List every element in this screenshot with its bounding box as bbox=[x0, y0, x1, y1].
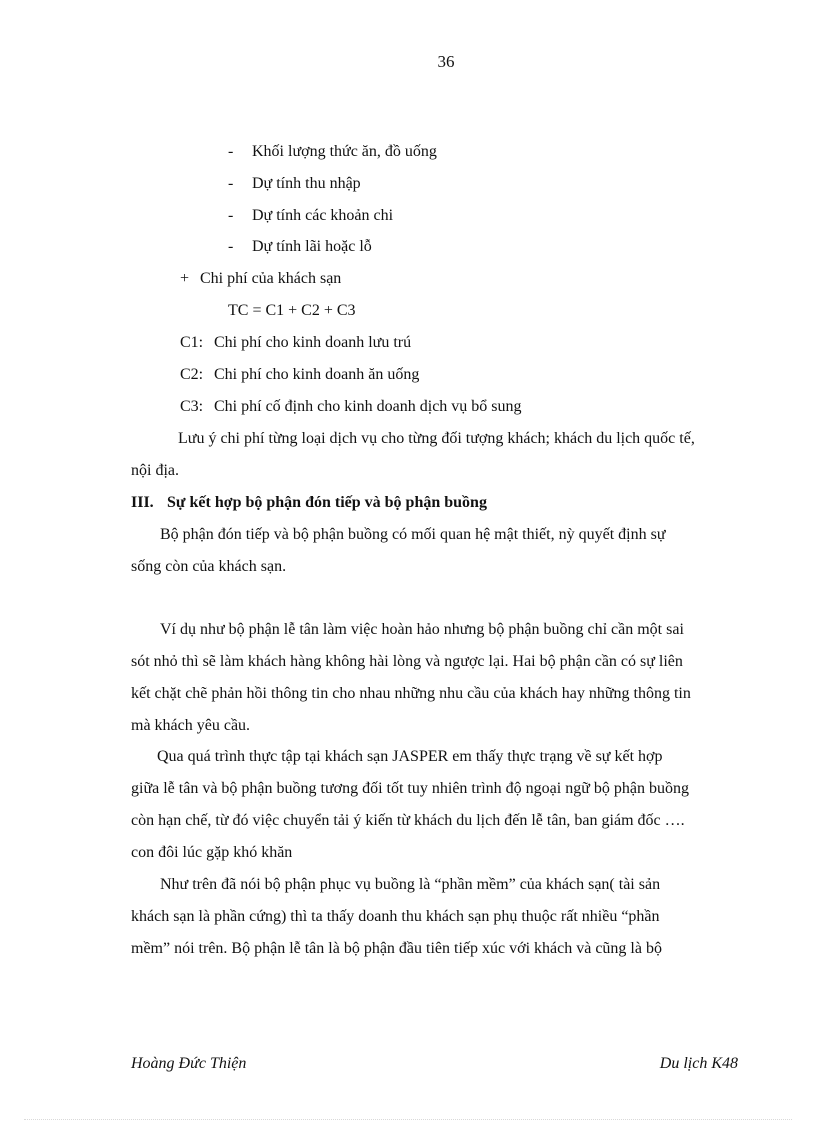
page-number: 36 bbox=[437, 52, 455, 71]
list-item-text: Khối lượng thức ăn, đồ uống bbox=[252, 143, 437, 160]
footer-class: Du lịch K48 bbox=[659, 1055, 738, 1072]
cost-code: C1: bbox=[180, 334, 204, 351]
cost-note: Lưu ý chi phí từng loại dịch vụ cho từng đối tượng khách; khách du lịch quốc tế, bbox=[178, 430, 695, 447]
list-item bbox=[228, 142, 437, 162]
paragraph-line: kết chặt chẽ phản hồi thông tin cho nhau những nhu cầu của khách hay những thông tin bbox=[131, 685, 691, 702]
cost-text: Chi phí cho kinh doanh lưu trú bbox=[214, 334, 412, 351]
paragraph-line: Như trên đã nói bộ phận phục vụ buồng là “phần mềm” của khách sạn( tài sản bbox=[160, 876, 661, 893]
section-title: Sự kết hợp bộ phận đón tiếp và bộ phận buồng bbox=[167, 494, 487, 511]
paragraph-line: khách sạn là phần cứng) thì ta thấy doanh thu khách sạn phụ thuộc rất nhiều “phần bbox=[131, 908, 660, 925]
footer-author: Hoàng Đức Thiện bbox=[131, 1055, 247, 1072]
paragraph-line: sót nhỏ thì sẽ làm khách hàng không hài lòng và ngược lại. Hai bộ phận cần có sự liên bbox=[131, 653, 683, 670]
dash-bullet: - bbox=[228, 207, 234, 224]
cost-item bbox=[180, 365, 419, 385]
cost-code: C3: bbox=[180, 398, 204, 415]
paragraph-line: giữa lễ tân và bộ phận buồng tương đối tốt tuy nhiên trình độ ngoại ngữ bộ phận buồng bbox=[131, 780, 689, 797]
cost-heading bbox=[180, 269, 341, 289]
paragraph-line: con đôi lúc gặp khó khăn bbox=[131, 844, 293, 861]
list-item bbox=[228, 237, 372, 257]
section-heading bbox=[131, 493, 487, 513]
cost-item bbox=[180, 333, 411, 353]
paragraph-line: mà khách yêu cầu. bbox=[131, 717, 251, 734]
list-item-text: Dự tính các khoản chi bbox=[252, 207, 394, 224]
list-item bbox=[228, 206, 393, 226]
plus-sign: + bbox=[180, 270, 190, 287]
dash-bullet: - bbox=[228, 238, 234, 255]
paragraph-line: Qua quá trình thực tập tại khách sạn JASPER em thấy thực trạng về sự kết hợp bbox=[157, 748, 663, 765]
dash-bullet: - bbox=[228, 175, 234, 192]
paragraph-line: Bộ phận đón tiếp và bộ phận buồng có mối quan hệ mật thiết, nỳ quyết định sự bbox=[160, 526, 666, 543]
page-bottom-divider bbox=[24, 1119, 792, 1120]
dash-bullet: - bbox=[228, 143, 234, 160]
list-item-text: Dự tính thu nhập bbox=[252, 175, 361, 192]
cost-item bbox=[180, 397, 522, 417]
cost-label: Chi phí của khách sạn bbox=[200, 270, 342, 287]
paragraph-line: Ví dụ như bộ phận lễ tân làm việc hoàn hảo nhưng bộ phận buồng chỉ cần một sai bbox=[160, 621, 684, 638]
section-number: III. bbox=[131, 494, 154, 511]
paragraph-line: còn hạn chế, từ đó việc chuyển tải ý kiến từ khách du lịch đến lễ tân, ban giám đốc …. bbox=[131, 812, 685, 829]
cost-text: Chi phí cố định cho kinh doanh dịch vụ bổ sung bbox=[214, 398, 522, 415]
paragraph-line: mềm” nói trên. Bộ phận lễ tân là bộ phận đầu tiên tiếp xúc với khách và cũng là bộ bbox=[131, 940, 662, 957]
cost-code: C2: bbox=[180, 366, 204, 383]
paragraph-line: sống còn của khách sạn. bbox=[131, 558, 287, 575]
list-item-text: Dự tính lãi hoặc lỗ bbox=[252, 238, 372, 255]
cost-note: nội địa. bbox=[131, 462, 179, 479]
list-item bbox=[228, 174, 361, 194]
cost-formula: TC = C1 + C2 + C3 bbox=[228, 302, 356, 319]
cost-text: Chi phí cho kinh doanh ăn uống bbox=[214, 366, 420, 383]
